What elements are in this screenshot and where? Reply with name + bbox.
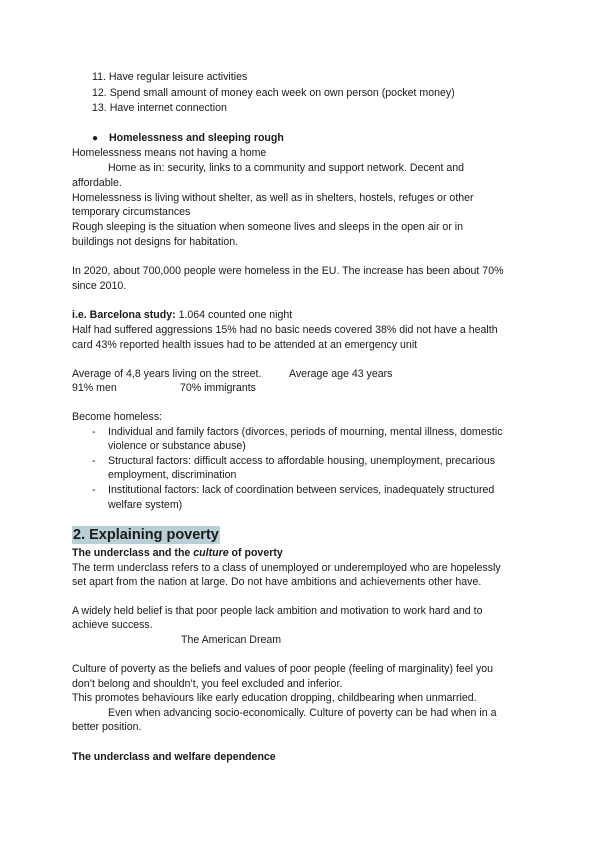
subheading-emphasis: culture (193, 547, 229, 559)
list-item-11 (92, 70, 247, 86)
paragraph: Homelessness is living without shelter, as well as in shelters, hostels, refuges or other (72, 192, 474, 204)
paragraph: In 2020, about 700,000 people were homeless in the EU. The increase has been about 70% (72, 265, 504, 277)
paragraph: temporary circumstances (72, 206, 191, 218)
paragraph: achieve success. (72, 619, 153, 631)
paragraph: set apart from the nation at large. Do not have ambitions and achievements other have. (72, 576, 482, 588)
factor-line: violence or substance abuse) (108, 440, 246, 452)
section-title: 2. Explaining poverty (73, 527, 219, 543)
subheading-part: The underclass and the (72, 547, 194, 559)
factor-line: Individual and family factors (divorces, periods of mourning, mental illness, domestic (108, 426, 503, 438)
paragraph: since 2010. (72, 280, 127, 292)
paragraph: Become homeless: (72, 411, 163, 423)
paragraph: This promotes behaviours like early education dropping, childbearing when unmarried. (72, 692, 477, 704)
subheading-part: of poverty (228, 547, 283, 559)
list-number: 11. (92, 71, 106, 83)
paragraph: Rough sleeping is the situation when someone lives and sleeps in the open air or in (72, 221, 464, 233)
paragraph: affordable. (72, 177, 122, 189)
list-item-12 (92, 86, 455, 102)
factor-line: Structural factors: difficult access to affordable housing, unemployment, precarious (108, 455, 496, 467)
subheading-welfare-dependence: The underclass and welfare dependence (72, 751, 276, 763)
paragraph: Homelessness means not having a home (72, 147, 267, 159)
factor-line: welfare system) (108, 499, 183, 511)
paragraph: A widely held belief is that poor people lack ambition and motivation to work hard and to (72, 605, 483, 617)
study-line (72, 308, 292, 324)
immigrants-percent: 70% immigrants (180, 382, 256, 394)
study-text: 1.064 counted one night (175, 309, 293, 321)
paragraph: better position. (72, 721, 142, 733)
american-dream: The American Dream (181, 634, 282, 646)
study-label: i.e. Barcelona study: (72, 309, 176, 321)
paragraph: card 43% reported health issues had to be attended at an emergency unit (72, 339, 418, 351)
list-text: Have internet connection (109, 102, 227, 114)
paragraph: Culture of poverty as the beliefs and values of poor people (feeling of marginality) feel you (72, 663, 494, 675)
average-age: Average age 43 years (289, 368, 393, 380)
paragraph: Home as in: security, links to a community and support network. Decent and (108, 162, 465, 174)
homelessness-heading (92, 131, 284, 147)
list-text: Have regular leisure activities (108, 71, 248, 83)
paragraph: Even when advancing socio-economically. Culture of poverty can be had when in a (108, 707, 497, 719)
list-number: 13. (92, 102, 107, 114)
dash-bullet: - (92, 484, 96, 496)
bullet-icon: ● (92, 133, 99, 144)
factor-line: employment, discrimination (108, 469, 237, 481)
dash-bullet: - (92, 455, 96, 467)
paragraph: buildings not designs for habitation. (72, 236, 239, 248)
men-percent: 91% men (72, 382, 117, 394)
paragraph: Half had suffered aggressions 15% had no basic needs covered 38% did not have a health (72, 324, 498, 336)
subheading-underclass-culture (72, 546, 283, 562)
factor-line: Institutional factors: lack of coordination between services, inadequately structured (108, 484, 495, 496)
dash-bullet: - (92, 426, 96, 438)
list-text: Spend small amount of money each week on own person (pocket money) (109, 87, 455, 99)
heading-text: Homelessness and sleeping rough (109, 132, 284, 144)
list-number: 12. (92, 87, 107, 99)
list-item-13 (92, 101, 227, 117)
average-years: Average of 4,8 years living on the street. (72, 368, 262, 380)
paragraph: The term underclass refers to a class of unemployed or underemployed who are hopelessly (72, 562, 501, 574)
paragraph: don’t belong and shouldn’t, you feel excluded and inferior. (72, 678, 343, 690)
